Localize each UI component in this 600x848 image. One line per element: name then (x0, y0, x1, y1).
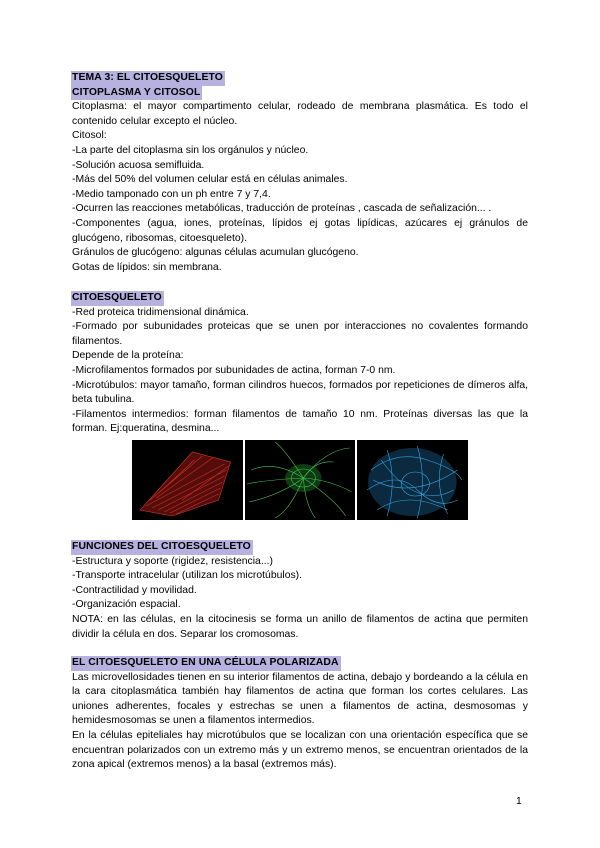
section-celula-polarizada (72, 656, 528, 773)
list-item: Gotas de lípidos: sin membrana. (72, 261, 222, 273)
paragraph: En la células epiteliales hay microtúbulos que se localizan con una orientación específica que se encuentran polarizados con un extremo más y un extremo menos, se encuentran orientados de la zona apical (extremos menos) a la basal (extremos más). (72, 729, 528, 771)
actin-microfilaments-image (132, 440, 243, 520)
topic-title: TEMA 3: EL CITOESQUELETO (71, 71, 225, 86)
section-heading-citoplasma: CITOPLASMA Y CITOSOL (71, 86, 202, 101)
list-item: -Formado por subunidades proteicas que se unen por interacciones no covalentes formando filamentos. (72, 321, 528, 347)
list-item: -Filamentos intermedios: forman filamentos de tamaño 10 nm. Proteínas diversas las que la forman. Ej:queratina, desmina... (72, 408, 528, 435)
citosol-label: Citosol: (72, 130, 107, 142)
section-funciones (72, 540, 528, 642)
list-item: -Contractilidad y movilidad. (72, 584, 197, 596)
list-item: -Más del 50% del volumen celular está en células animales. (72, 174, 348, 186)
list-item: -Organización espacial. (72, 599, 181, 611)
list-item: -Microfilamentos formados por subunidades de actina, forman 7-0 nm. (72, 364, 396, 376)
list-item: -La parte del citoplasma sin los orgánulos y núcleo. (72, 144, 309, 156)
page-number: 1 (516, 796, 522, 807)
cytoskeleton-images (132, 440, 468, 520)
list-item: -Red proteica tridimensional dinámica. (72, 306, 249, 318)
section-citoesqueleto (72, 291, 528, 437)
intermediate-filaments-image (357, 440, 468, 520)
section-heading-citoesqueleto: CITOESQUELETO (71, 291, 164, 306)
note-paragraph: NOTA: en las células, en la citocinesis se forma un anillo de filamentos de actina que permiten dividir la célula en dos. Separar los cromosomas. (72, 613, 528, 640)
list-item: -Transporte intracelular (utilizan los microtúbulos). (72, 570, 303, 582)
microtubules-image (245, 440, 356, 520)
list-item: -Componentes (agua, iones, proteínas, lípidos ej gotas lipídicas, azúcares ej gránulos de glucógeno, ribosomas, citoesqueleto). (72, 217, 528, 244)
list-item: -Medio tamponado con un ph entre 7 y 7,4. (72, 188, 271, 200)
paragraph-citoplasma: Citoplasma: el mayor compartimento celular, rodeado de membrana plasmática. Es todo el contenido celular excepto el núcleo. (72, 101, 528, 127)
paragraph: Las microvellosidades tienen en su interior filamentos de actina, debajo y bordeando a la célula en la cara citoplasmática también hay filamentos de actina que forman los cortes celulares. Las uniones adherentes, focales y estrechas se unen a filamentos de actina, desmosomas y hemidesmosomas se unen a filamentos intermedios. (72, 671, 528, 727)
list-item: -Microtúbulos: mayor tamaño, forman cilindros huecos, formados por repeticiones de dímeros alfa, beta tubulina. (72, 379, 528, 406)
list-item: -Ocurren las reacciones metabólicas, traducción de proteínas , cascada de señalización... . (72, 203, 492, 215)
list-item: Gránulos de glucógeno: algunas células acumulan glucógeno. (72, 247, 359, 259)
list-item: -Estructura y soporte (rigidez, resistencia...) (72, 555, 273, 567)
section-citoplasma (72, 71, 528, 275)
section-heading-funciones: FUNCIONES DEL CITOESQUELETO (71, 540, 253, 555)
list-item: Depende de la proteína: (72, 350, 184, 362)
list-item: -Solución acuosa semifluida. (72, 159, 205, 171)
section-heading-celula-polarizada: EL CITOESQUELETO EN UNA CÉLULA POLARIZADA (71, 656, 341, 671)
